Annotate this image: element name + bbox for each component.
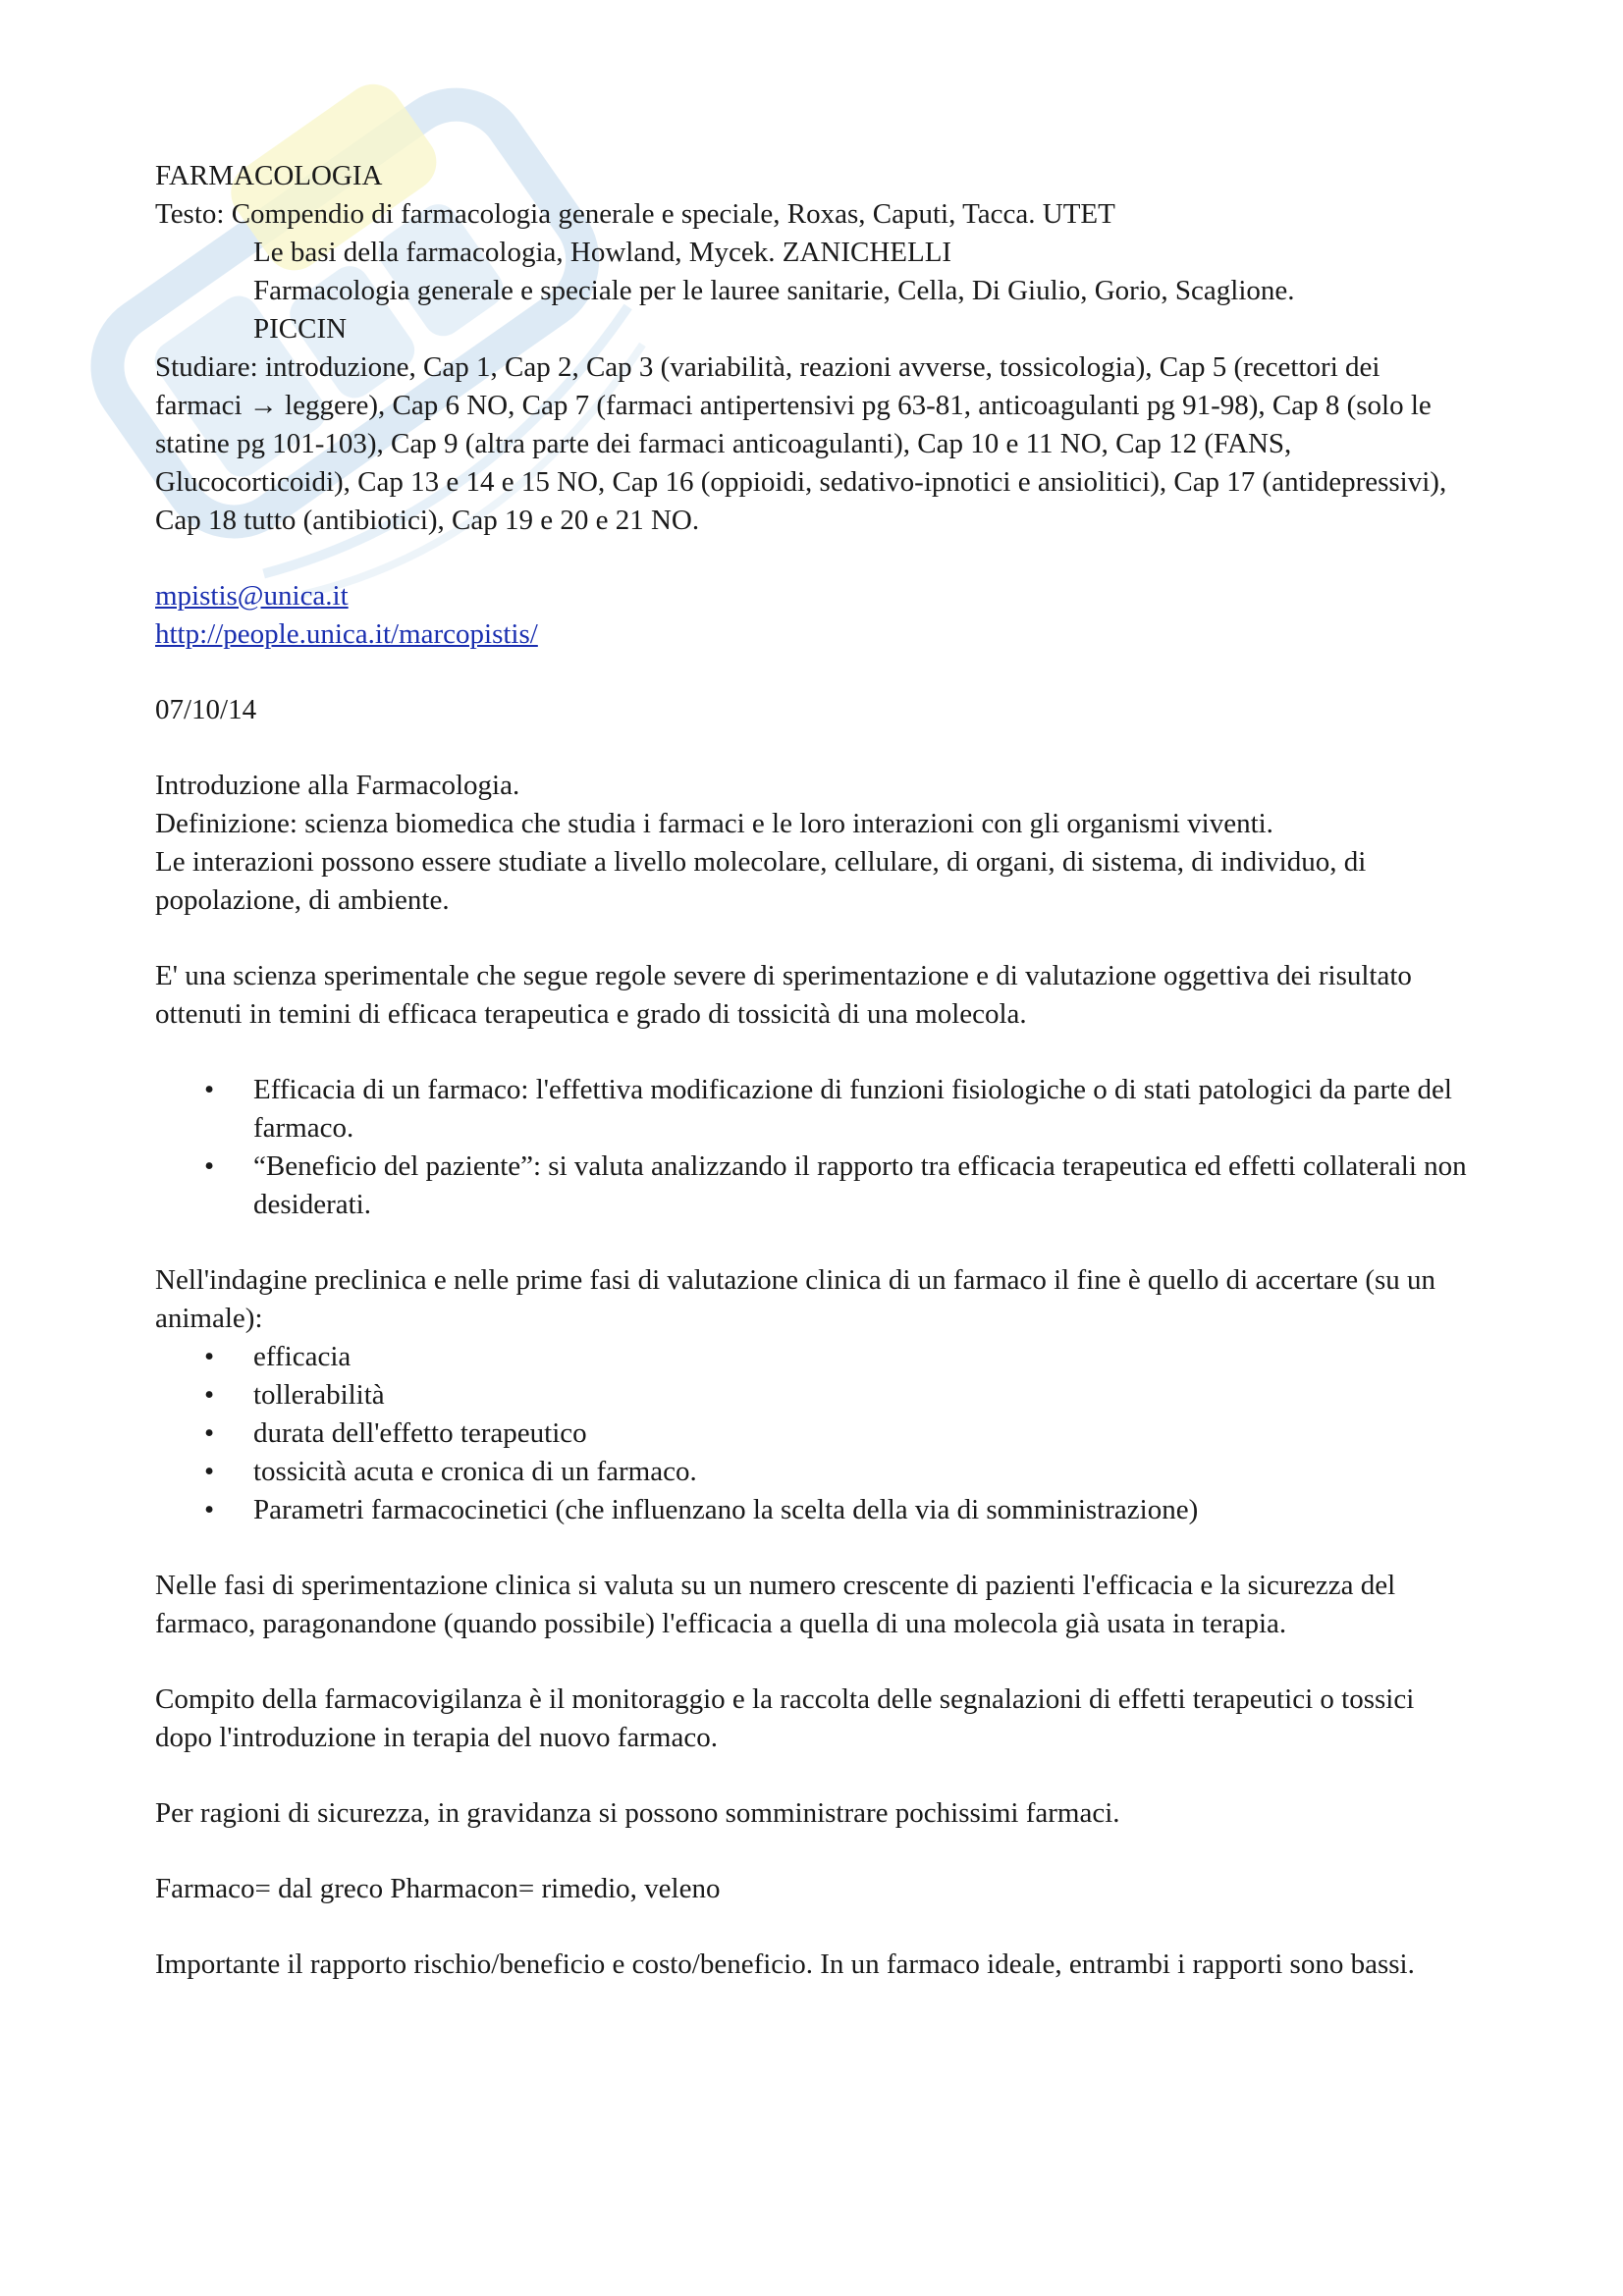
pharmacovigilance-paragraph: Compito della farmacovigilanza è il monitoraggio e la raccolta delle segnalazioni di effetti terapeutici o tossici dopo l'introduzione in terapia del nuovo farmaco. <box>155 1683 1415 1753</box>
list-item: • tollerabilità <box>155 1376 1471 1415</box>
ratio-paragraph: Importante il rapporto rischio/beneficio e costo/beneficio. In un farmaco ideale, entrambi i rapporti sono bassi. <box>155 1949 1415 1980</box>
pregnancy-paragraph: Per ragioni di sicurezza, in gravidanza si possono somministrare pochissimi farmaci. <box>155 1797 1120 1829</box>
clinical-paragraph: Nelle fasi di sperimentazione clinica si valuta su un numero crescente di pazienti l'efficacia e la sicurezza del farmaco, paragonandone (quando possibile) l'efficacia a quella di una molecola già usata in terapia. <box>155 1570 1396 1639</box>
science-paragraph: E' una scienza sperimentale che segue regole severe di sperimentazione e di valutazione oggettiva dei risultato ottenuti in temini di efficaca terapeutica e grado di tossicità di una molecola. <box>155 960 1412 1030</box>
list-item: • Efficacia di un farmaco: l'effettiva modificazione di funzioni fisiologiche o di stati patologici da parte del farmaco. <box>155 1071 1471 1148</box>
list-item: • efficacia <box>155 1338 1471 1376</box>
study-instructions: Studiare: introduzione, Cap 1, Cap 2, Cap 3 (variabilità, reazioni avverse, tossicologia), Cap 5 (recettori dei farmaci → leggere), Cap 6 NO, Cap 7 (farmaci antipertensivi pg 63-81, anticoagulanti pg 91-98), Cap 8 (solo le statine pg 101-103), Cap 9 (altra parte dei farmaci anticoagulanti), Cap 10 e 11 NO, Cap 12 (FANS, Glucocorticoidi), Cap 13 e 14 e 15 NO, Cap 16 (oppioidi, sedativo-ipnotici e ansiolitici), Cap 17 (antidepressivi), Cap 18 tutto (antibiotici), Cap 19 e 20 e 21 NO. <box>155 351 1447 536</box>
document-title: FARMACOLOGIA <box>155 160 383 191</box>
interactions-paragraph: Le interazioni possono essere studiate a livello molecolare, cellulare, di organi, di sistema, di individuo, di popolazione, di ambiente. <box>155 846 1367 916</box>
textbook-line: Le basi della farmacologia, Howland, Mycek. ZANICHELLI <box>253 237 952 268</box>
efficacy-list <box>155 1071 1471 1224</box>
document-page <box>155 157 1471 1984</box>
website-link[interactable]: http://people.unica.it/marcopistis/ <box>155 618 538 650</box>
email-link[interactable]: mpistis@unica.it <box>155 580 349 612</box>
preclinical-list <box>155 1338 1471 1529</box>
preclinical-paragraph: Nell'indagine preclinica e nelle prime fasi di valutazione clinica di un farmaco il fine è quello di accertare (su un animale): <box>155 1264 1436 1334</box>
list-item: • Parametri farmacocinetici (che influenzano la scelta della via di somministrazione) <box>155 1491 1471 1529</box>
bullet-icon: • <box>204 1456 215 1487</box>
lecture-date: 07/10/14 <box>155 694 257 725</box>
list-item: • durata dell'effetto terapeutico <box>155 1415 1471 1453</box>
bullet-icon: • <box>204 1379 215 1411</box>
bullet-icon: • <box>204 1341 215 1372</box>
bullet-icon: • <box>204 1417 215 1449</box>
textbook-line: Testo: Compendio di farmacologia generale e speciale, Roxas, Caputi, Tacca. UTET <box>155 198 1115 230</box>
bullet-icon: • <box>204 1074 215 1105</box>
definition-paragraph: Definizione: scienza biomedica che studia i farmaci e le loro interazioni con gli organismi viventi. <box>155 808 1273 839</box>
textbook-line: PICCIN <box>253 313 348 345</box>
list-item: • “Beneficio del paziente”: si valuta analizzando il rapporto tra efficacia terapeutica ed effetti collaterali non desiderati. <box>155 1148 1471 1224</box>
list-item: • tossicità acuta e cronica di un farmaco. <box>155 1453 1471 1491</box>
bullet-icon: • <box>204 1150 215 1182</box>
bullet-icon: • <box>204 1494 215 1525</box>
section-heading: Introduzione alla Farmacologia. <box>155 770 520 801</box>
textbook-line: Farmacologia generale e speciale per le lauree sanitarie, Cella, Di Giulio, Gorio, Scaglione. <box>253 275 1295 306</box>
etymology-paragraph: Farmaco= dal greco Pharmacon= rimedio, veleno <box>155 1873 721 1904</box>
